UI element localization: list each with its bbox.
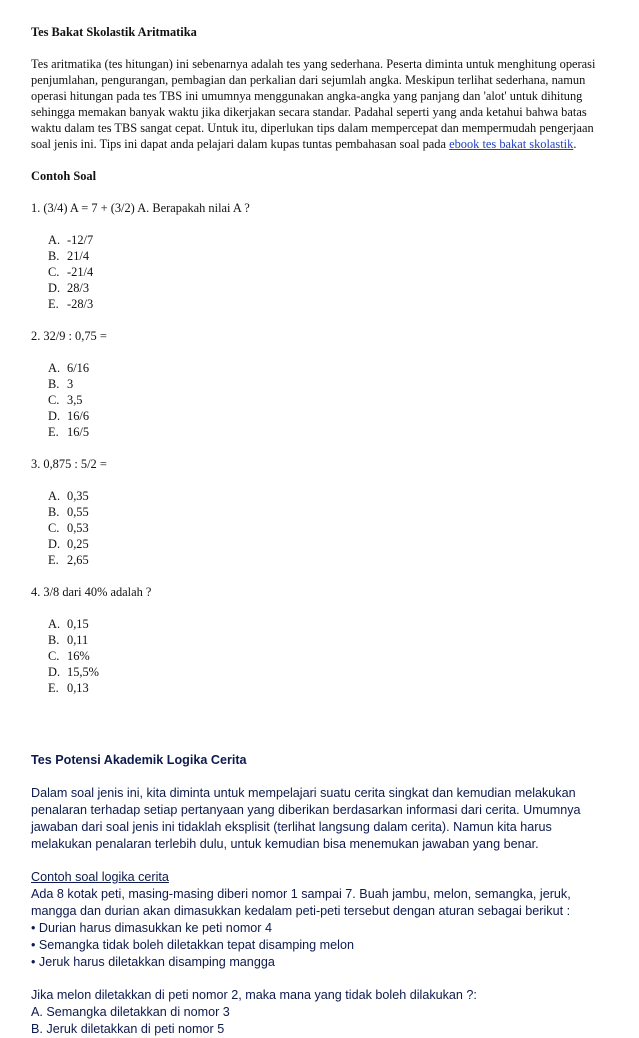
option-value: 0,55 (67, 505, 89, 519)
option-key: B. (48, 505, 60, 519)
aritmatika-section (31, 24, 611, 696)
option-key: C. (48, 265, 60, 279)
option-key: E. (48, 425, 59, 439)
option-value: 28/3 (67, 281, 90, 295)
option-key: B. (48, 633, 60, 647)
option-d (48, 536, 611, 552)
option-value: 16/5 (67, 425, 90, 439)
question-2 (31, 328, 611, 440)
option-value: 3,5 (67, 393, 83, 407)
option-key: D. (48, 409, 61, 423)
question-3 (31, 456, 611, 568)
option-key: B. (48, 249, 60, 263)
option-value: 0,35 (67, 489, 89, 503)
option-b (48, 632, 611, 648)
answer-options (31, 488, 611, 568)
option-value: 0,13 (67, 681, 89, 695)
option-key: A. (48, 361, 61, 375)
question-4 (31, 584, 611, 696)
option-b (48, 504, 611, 520)
option-a (48, 232, 611, 248)
option-value: -21/4 (67, 265, 94, 279)
intro-text: Tes aritmatika (tes hitungan) ini sebenarnya adalah tes yang sederhana. Peserta diminta untuk menghitung operasi penjumlahan, pengurangan, pembagian dan perkalian dari sejumlah angka. Meskipun terlihat sederhana, namun operasi hitungan pada tes TBS ini umumnya menggunakan angka-angka yang panjang dan 'alot' untuk dihitung sehingga memakan banyak waktu jika dikerjakan secara standar. Padahal seperti yang anda ketahui bahwa batas waktu dalam tes TBS sangat cepat. Untuk itu, diperlukan tips dalam mempercepat dan mempermudah pengerjaan soal jenis ini. Tips ini dapat anda pelajari dalam kupas tuntas pembahasan soal pada (31, 57, 596, 151)
answer-option: B. Jeruk diletakkan di peti nomor 5 (31, 1022, 225, 1036)
option-a (48, 488, 611, 504)
option-e (48, 552, 611, 568)
option-key: E. (48, 681, 59, 695)
option-c (48, 648, 611, 664)
option-c (48, 520, 611, 536)
intro-paragraph (31, 56, 611, 152)
option-key: C. (48, 393, 60, 407)
option-value: 0,11 (67, 633, 89, 647)
option-value: 0,15 (67, 617, 89, 631)
contoh-soal-heading: Contoh soal logika cerita (31, 870, 169, 884)
intro-end: . (573, 137, 577, 151)
option-key: C. (48, 649, 60, 663)
option-c (48, 264, 611, 280)
option-value: 6/16 (67, 361, 90, 375)
option-d (48, 664, 611, 680)
option-value: 15,5% (67, 665, 100, 679)
option-value: 2,65 (67, 553, 89, 567)
answer-options (31, 232, 611, 312)
question-text: 4. 3/8 dari 40% adalah ? (31, 585, 152, 599)
story-text: Ada 8 kotak peti, masing-masing diberi nomor 1 sampai 7. Buah jambu, melon, semangka, jeruk, mangga dan durian akan dimasukkan kedalam peti-peti tersebut dengan aturan sebagai berikut : (31, 887, 571, 918)
option-b (48, 376, 611, 392)
section-title: Tes Bakat Skolastik Aritmatika (31, 25, 197, 39)
document-page (31, 24, 611, 1038)
option-value: -12/7 (67, 233, 94, 247)
option-key: E. (48, 553, 59, 567)
option-e (48, 296, 611, 312)
rule-item: • Semangka tidak boleh diletakkan tepat disamping melon (31, 938, 354, 952)
option-key: C. (48, 521, 60, 535)
question-text: 2. 32/9 : 0,75 = (31, 329, 107, 343)
option-c (48, 392, 611, 408)
rule-item: • Jeruk harus diletakkan disamping mangga (31, 955, 275, 969)
option-b (48, 248, 611, 264)
option-value: 16/6 (67, 409, 90, 423)
intro-paragraph: Dalam soal jenis ini, kita diminta untuk mempelajari suatu cerita singkat dan kemudian melakukan penalaran terhadap setiap pertanyaan yang diberikan berdasarkan informasi dari cerita. Umumnya jawaban dari soal jenis ini tidaklah eksplisit (terlihat langsung dalam cerita). Namun kita harus melakukan penalaran terlebih dulu, untuk kemudian bisa menemukan jawaban yang benar. (31, 786, 581, 851)
question-1 (31, 200, 611, 312)
option-e (48, 424, 611, 440)
option-d (48, 408, 611, 424)
option-e (48, 680, 611, 696)
option-key: B. (48, 377, 60, 391)
option-d (48, 280, 611, 296)
option-key: A. (48, 489, 61, 503)
option-a (48, 616, 611, 632)
option-value: 21/4 (67, 249, 90, 263)
option-key: D. (48, 537, 61, 551)
option-key: A. (48, 233, 61, 247)
question-text: 1. (3/4) A = 7 + (3/2) A. Berapakah nilai A ? (31, 201, 250, 215)
answer-options (31, 616, 611, 696)
rule-item: • Durian harus dimasukkan ke peti nomor 4 (31, 921, 273, 935)
option-key: A. (48, 617, 61, 631)
answer-option: A. Semangka diletakkan di nomor 3 (31, 1005, 230, 1019)
answer-options (31, 360, 611, 440)
option-value: 0,53 (67, 521, 89, 535)
logika-cerita-section (31, 752, 611, 1038)
option-value: 0,25 (67, 537, 89, 551)
contoh-soal-heading: Contoh Soal (31, 169, 97, 183)
option-key: D. (48, 665, 61, 679)
ebook-link[interactable]: ebook tes bakat skolastik (449, 137, 574, 151)
section-title: Tes Potensi Akademik Logika Cerita (31, 753, 247, 767)
question-text: 3. 0,875 : 5/2 = (31, 457, 107, 471)
option-value: -28/3 (67, 297, 94, 311)
option-value: 3 (67, 377, 74, 391)
option-a (48, 360, 611, 376)
question-text: Jika melon diletakkan di peti nomor 2, maka mana yang tidak boleh dilakukan ?: (31, 988, 477, 1002)
option-key: D. (48, 281, 61, 295)
option-key: E. (48, 297, 59, 311)
option-value: 16% (67, 649, 90, 663)
